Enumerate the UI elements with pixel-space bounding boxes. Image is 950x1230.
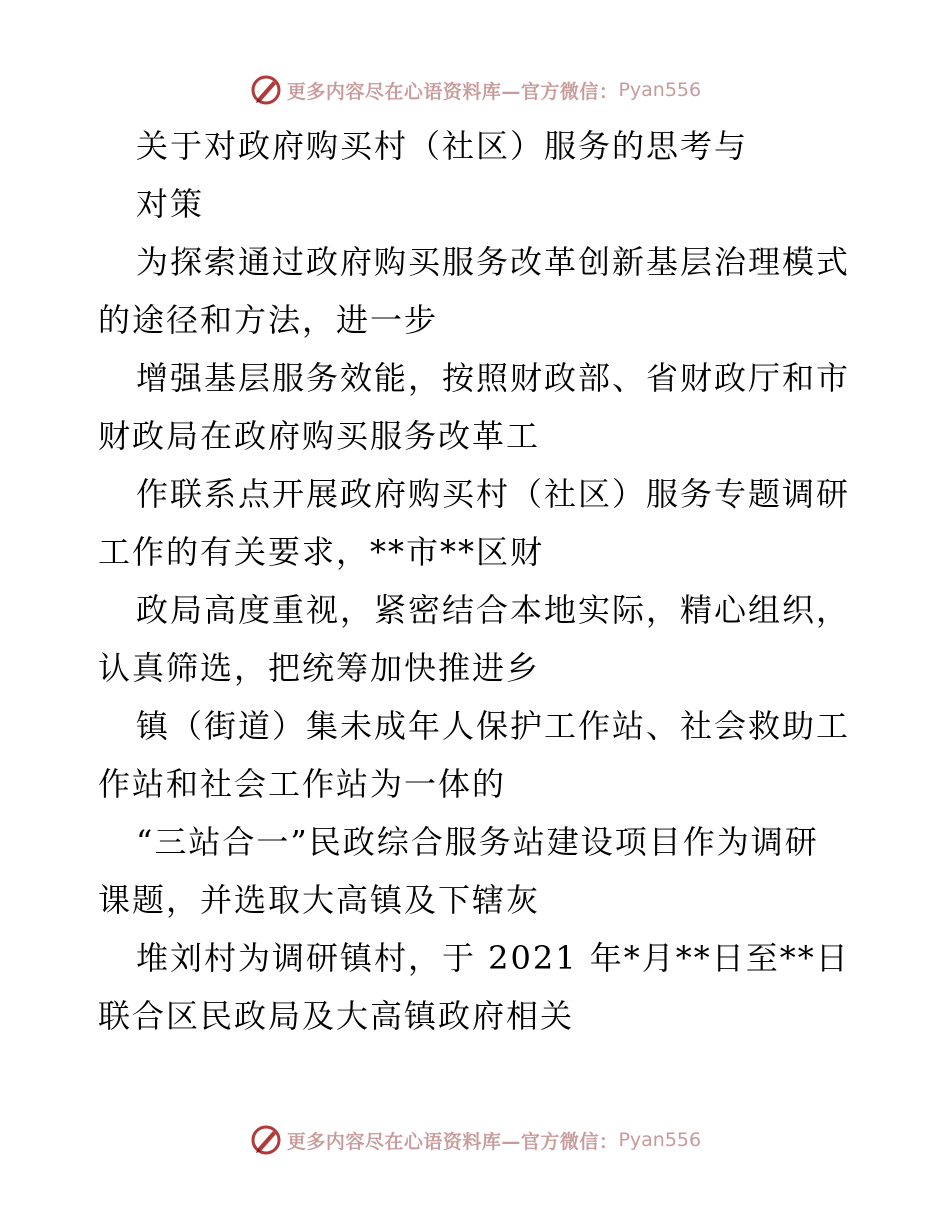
- paragraph-line: 工作的有关要求，**市**区财: [98, 533, 545, 571]
- watermark-footer: [0, 1120, 950, 1160]
- paragraph-line: 联合区民政局及大高镇政府相关: [98, 997, 575, 1035]
- pen-logo-icon: [249, 73, 283, 107]
- watermark-label: 官方微信：: [520, 80, 619, 103]
- paragraph-line: 作联系点开展政府购买村（社区）服务专题调研: [136, 475, 851, 513]
- watermark-header: [0, 70, 950, 110]
- watermark-label: 官方微信：: [520, 1130, 619, 1153]
- paragraph-line: 认真筛选，把统筹加快推进乡: [98, 649, 541, 687]
- paragraph-line: 堆刘村为调研镇村，于 2021 年*月**日至**日: [136, 939, 850, 977]
- watermark-id: Pyan556: [618, 1129, 702, 1151]
- paragraph-line: 的途径和方法，进一步: [98, 301, 439, 339]
- paragraph-line: 作站和社会工作站为一体的: [98, 765, 507, 803]
- paragraph-line: 增强基层服务效能，按照财政部、省财政厅和市: [136, 359, 851, 397]
- paragraph-line: 课题，并选取大高镇及下辖灰: [98, 881, 541, 919]
- paragraph-line: 财政局在政府购买服务改革工: [98, 417, 541, 455]
- watermark-id: Pyan556: [618, 79, 702, 101]
- pen-logo-icon: [249, 1123, 283, 1157]
- paragraph-line: “三站合一”民政综合服务站建设项目作为调研: [136, 823, 819, 861]
- paragraph-line: 为探索通过政府购买服务改革创新基层治理模式: [136, 243, 851, 281]
- watermark-text: 更多内容尽在心语资料库—: [286, 1130, 521, 1153]
- watermark-text: 更多内容尽在心语资料库—: [286, 80, 521, 103]
- title-line-1: 关于对政府购买村（社区）服务的思考与: [136, 127, 749, 165]
- paragraph-line: 政局高度重视，紧密结合本地实际，精心组织，: [136, 591, 851, 629]
- title-line-2: 对策: [136, 185, 205, 223]
- paragraph-line: 镇（街道）集未成年人保护工作站、社会救助工: [136, 707, 851, 745]
